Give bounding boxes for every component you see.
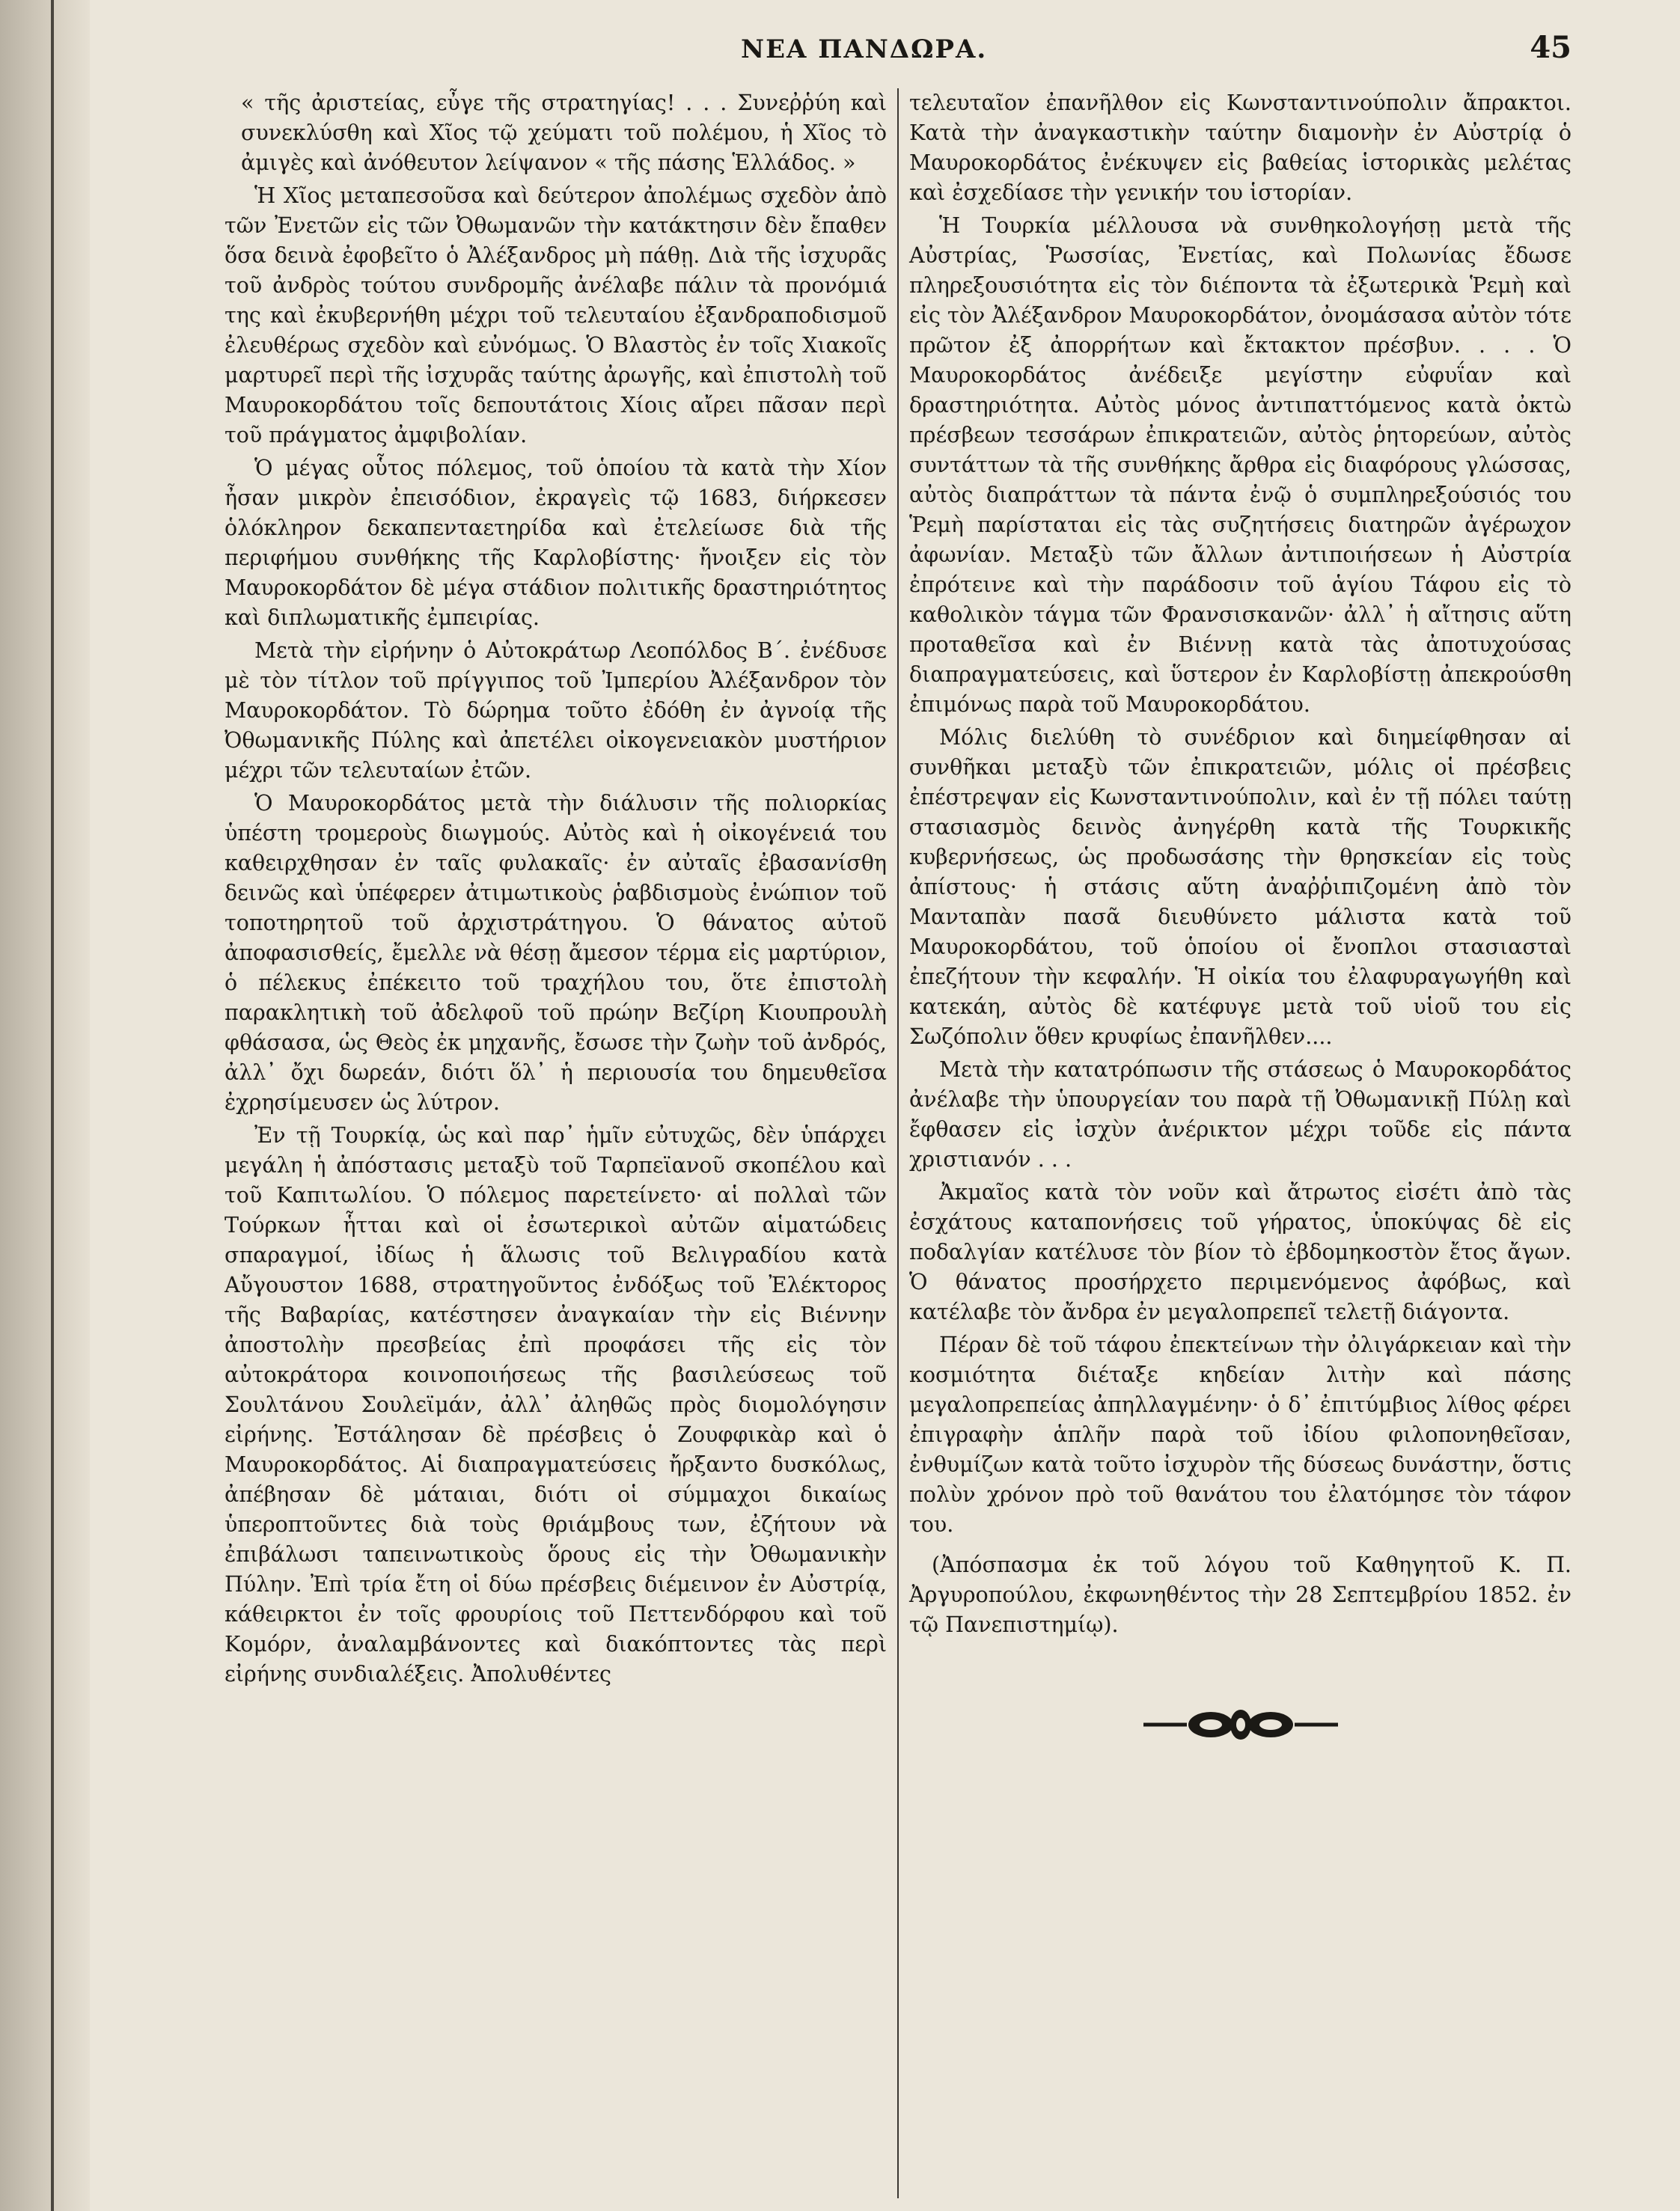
right-column xyxy=(909,88,1571,1742)
fleuron-icon xyxy=(1143,1707,1338,1742)
source-note: (Ἀπόσπασμα ἐκ τοῦ λόγου τοῦ Καθηγητοῦ Κ. Π. Ἀργυροπούλου, ἐκφωνηθέντος τὴν 28 Σεπτεμβρίου 1852. ἐν τῷ Πανεπιστημίῳ). xyxy=(909,1553,1571,1637)
running-head xyxy=(224,30,1571,75)
column-divider xyxy=(897,88,899,2198)
binding-line xyxy=(51,0,54,2211)
paragraph: Μόλις διελύθη τὸ συνέδριον καὶ διημείφθησαν αἱ συνθῆκαι μεταξὺ τῶν ἐπικρατειῶν, μόλις οἱ πρέσβεις ἐπέστρεψαν εἰς Κωνσταντινούπολιν, καὶ ἐν τῇ πόλει ταύτῃ στασιασμὸς δεινὸς ἀνηγέρθη κατὰ τῆς Τουρκικῆς κυβερνήσεως, ὡς προδωσάσης τὴν θρησκείαν εἰς τοὺς ἀπίστους· ἡ στάσις αὕτη ἀναῤῥιπιζομένη ἀπὸ τὸν Μανταπὰν πασᾶ διευθύνετο μάλιστα κατὰ τοῦ Μαυροκορδάτου, τοῦ ὁποίου οἱ ἔνοπλοι στασιασταὶ ἐπεζήτουν τὴν κεφαλήν. Ἡ οἰκία του ἐλαφυραγωγήθη καὶ κατεκάη, αὐτὸς δὲ κατέφυγε μετὰ τοῦ υἱοῦ του εἰς Σωζόπολιν ὅθεν κρυφίως ἐπανῆλθεν.... xyxy=(909,725,1571,1049)
left-column xyxy=(224,88,887,1692)
paragraph: Ἡ Τουρκία μέλλουσα νὰ συνθηκολογήσῃ μετὰ τῆς Αὐστρίας, Ῥωσσίας, Ἐνετίας, καὶ Πολωνίας ἔδωσε πληρεξουσιότητα εἰς τὸν διέποντα τὰ ἐξωτερικὰ Ῥεμὴ καὶ εἰς τὸν Ἀλέξανδρον Μαυροκορδάτον, ὀνομάσασα αὐτὸν τότε πρῶτον ἐξ ἀπορρήτων καὶ ἔκτακτον πρέσβυν. . . . Ὁ Μαυροκορδάτος ἀνέδειξε μεγίστην εὐφυΐαν καὶ δραστηριότητα. Αὐτὸς μόνος ἀντιπαττόμενος κατὰ ὀκτὼ πρέσβεων τεσσάρων ἐπικρατειῶν, αὐτὸς ῥητορεύων, αὐτὸς συντάττων τὰ τῆς συνθήκης ἄρθρα εἰς διαφόρους γλώσσας, αὐτὸς διαπράττων τὰ πάντα ἐνῷ ὁ συμπληρεξούσιός του Ῥεμὴ παρίσταται εἰς τὰς συζητήσεις διατηρῶν ἀγέρωχον ἀφωνίαν. Μεταξὺ τῶν ἄλλων ἀντιποιήσεων ἡ Αὐστρία ἐπρότεινε καὶ τὴν παράδοσιν τοῦ ἁγίου Τάφου εἰς τὸ καθολικὸν τάγμα τῶν Φρανσισκανῶν· ἀλλ᾽ ἡ αἴτησις αὕτη προταθεῖσα καὶ ἐν Βιέννῃ κατὰ τὰς ἀποτυχούσας διαπραγματεύσεις, καὶ ὕστερον ἐν Καρλοβίστῃ ἀπεκρούσθη ἐπιμόνως παρὰ τοῦ Μαυροκορδάτου. xyxy=(909,213,1571,717)
paragraph: Ὁ μέγας οὗτος πόλεμος, τοῦ ὁποίου τὰ κατὰ τὴν Χίον ἦσαν μικρὸν ἐπεισόδιον, ἐκραγεὶς τῷ 1683, διήρκεσεν ὁλόκληρον δεκαπενταετηρίδα καὶ ἐτελείωσε διὰ τῆς περιφήμου συνθήκης τῆς Καρλοβίστης· ἤνοιξεν εἰς τὸν Μαυροκορδάτον δὲ μέγα στάδιον πολιτικῆς δραστηριότητος καὶ διπλωματικῆς ἐμπειρίας. xyxy=(224,456,887,630)
paragraph: Ἡ Χῖος μεταπεσοῦσα καὶ δεύτερον ἀπολέμως σχεδὸν ἀπὸ τῶν Ἐνετῶν εἰς τῶν Ὀθωμανῶν τὴν κατάκτησιν δὲν ἔπαθεν ὅσα δεινὰ ἐφοβεῖτο ὁ Ἀλέξανδρος μὴ πάθῃ. Διὰ τῆς ἰσχυρᾶς τοῦ ἀνδρὸς τούτου συνδρομῆς ἀνέλαβε πάλιν τὰ προνόμιά της καὶ ἐκυβερνήθη μέχρι τοῦ τελευταίου ἐξανδραποδισμοῦ ἐλευθέρως σχεδὸν καὶ εὐνόμως. Ὁ Βλαστὸς ἐν τοῖς Χιακοῖς μαρτυρεῖ περὶ τῆς ἰσχυρᾶς ταύτης ἀρωγῆς, καὶ ἐπιστολὴ τοῦ Μαυροκορδάτου τοῖς δεπουτάτοις Χίοις αἴρει πᾶσαν περὶ τοῦ πράγματος ἀμφιβολίαν. xyxy=(224,183,887,447)
paragraph: Μετὰ τὴν κατατρόπωσιν τῆς στάσεως ὁ Μαυροκορδάτος ἀνέλαβε τὴν ὑπουργείαν του παρὰ τῇ Ὀθωμανικῇ Πύλῃ καὶ ἔφθασεν εἰς ἰσχὺν ἀνέρικτον μέχρι τοῦδε εἰς πάντα χριστιανόν . . . xyxy=(909,1057,1571,1172)
paragraph: « τῆς ἀριστείας, εὖγε τῆς στρατηγίας! . . . Συνεῤῥύη καὶ συνεκλύσθη καὶ Χῖος τῷ χεύματι τοῦ πολέμου, ἡ Χῖος τὸ ἀμιγὲς καὶ ἀνόθευτον λείψανον « τῆς πάσης Ἑλλάδος. » xyxy=(241,91,887,175)
ornament-divider xyxy=(909,1707,1571,1742)
page-number: 45 xyxy=(1530,30,1571,65)
page xyxy=(224,30,1571,2185)
paragraph: Μετὰ τὴν εἰρήνην ὁ Αὐτοκράτωρ Λεοπόλδος Β΄. ἐνέδυσε μὲ τὸν τίτλον τοῦ πρίγγιπος τοῦ Ἰμπερίου Ἀλέξανδρον τὸν Μαυροκορδάτον. Τὸ δώρημα τοῦτο ἐδόθη ἐν ἀγνοίᾳ τῆς Ὀθωμανικῆς Πύλης καὶ ἀπετέλει οἰκογενειακὸν μυστήριον μέχρι τῶν τελευταίων ἐτῶν. xyxy=(224,638,887,783)
paragraph: τελευταῖον ἐπανῆλθον εἰς Κωνσταντινούπολιν ἄπρακτοι. Κατὰ τὴν ἀναγκαστικὴν ταύτην διαμονὴν ἐν Αὐστρίᾳ ὁ Μαυροκορδάτος ἐνέκυψεν εἰς βαθείας ἱστορικὰς μελέτας καὶ ἐσχεδίασε τὴν γενικήν του ἱστορίαν. xyxy=(909,91,1571,205)
book-spine-shadow xyxy=(0,0,90,2211)
paragraph: Ἀκμαῖος κατὰ τὸν νοῦν καὶ ἄτρωτος εἰσέτι ἀπὸ τὰς ἐσχάτους καταπονήσεις τοῦ γήρατος, ὑποκύψας δὲ εἰς ποδαλγίαν κατέλυσε τὸν βίον τὸ ἑβδομηκοστὸν ἔτος ἄγων. Ὁ θάνατος προσήρχετο περιμενόμενος ἀφόβως, καὶ κατέλαβε τὸν ἄνδρα ἐν μεγαλοπρεπεῖ τελετῇ διάγοντα. xyxy=(909,1180,1571,1324)
paragraph: Πέραν δὲ τοῦ τάφου ἐπεκτείνων τὴν ὀλιγάρκειαν καὶ τὴν κοσμιότητα διέταξε κηδείαν λιτὴν καὶ πάσης μεγαλοπρεπείας ἀπηλλαγμένην· ὁ δ᾽ ἐπιτύμβιος λίθος φέρει ἐπιγραφὴν ἁπλῆν παρὰ τοῦ ἰδίου φιλοπονηθεῖσαν, ἐνθυμίζων κατὰ τοῦτο ἰσχυρὸν τῆς δύσεως δυνάστην, ὅστις πολὺν χρόνον πρὸ τοῦ θανάτου του ἐλατόμησε τὸν τάφον του. xyxy=(909,1333,1571,1537)
journal-title: ΝΕΑ ΠΑΝΔΩΡΑ. xyxy=(741,34,988,64)
paragraph: Ὁ Μαυροκορδάτος μετὰ τὴν διάλυσιν τῆς πολιορκίας ὑπέστη τρομεροὺς διωγμούς. Αὐτὸς καὶ ἡ οἰκογένειά του καθειρχθησαν ἐν ταῖς φυλακαῖς· ἐν αὐταῖς ἐβασανίσθη δεινῶς καὶ ὑπέφερεν ἀτιμωτικοὺς ῥαβδισμοὺς ἐνώπιον τοῦ τοποτηρητοῦ τοῦ ἀρχιστράτηγου. Ὁ θάνατος αὐτοῦ ἀποφασισθείς, ἔμελλε νὰ θέσῃ ἄμεσον τέρμα εἰς μαρτύριον, ὁ πέλεκυς ἐπέκειτο τοῦ τραχήλου του, ὅτε ἐπιστολὴ παρακλητικὴ τοῦ ἀδελφοῦ τοῦ πρώην Βεζίρη Κιουπρουλὴ φθάσασα, ὡς Θεὸς ἐκ μηχανῆς, ἔσωσε τὴν ζωὴν τοῦ ἀνδρός, ἀλλ᾽ ὄχι δωρεάν, διότι ὅλ᾽ ἡ περιουσία του δημευθεῖσα ἐχρησίμευσεν ὡς λύτρον. xyxy=(224,791,887,1115)
paragraph: Ἐν τῇ Τουρκίᾳ, ὡς καὶ παρ᾽ ἡμῖν εὐτυχῶς, δὲν ὑπάρχει μεγάλη ἡ ἀπόστασις μεταξὺ τοῦ Ταρπεϊανοῦ σκοπέλου καὶ τοῦ Καπιτωλίου. Ὁ πόλεμος παρετείνετο· αἱ πολλαὶ τῶν Τούρκων ἧτται καὶ οἱ ἐσωτερικοὶ αὐτῶν αἱματώδεις σπαραγμοί, ἰδίως ἡ ἅλωσις τοῦ Βελιγραδίου κατὰ Αὔγουστον 1688, στρατηγοῦντος ἐνδόξως τοῦ Ἐλέκτορος τῆς Βαβαρίας, κατέστησεν ἀναγκαίαν τὴν εἰς Βιέννην ἀποστολὴν πρεσβείας ἐπὶ προφάσει τῆς εἰς τὸν αὐτοκράτορα κοινοποιήσεως τῆς βασιλεύσεως τοῦ Σουλτάνου Σουλεϊμάν, ἀλλ᾽ ἀληθῶς πρὸς διομολόγησιν εἰρήνης. Ἐστάλησαν δὲ πρέσβεις ὁ Ζουφφικὰρ καὶ ὁ Μαυροκορδάτος. Αἱ διαπραγματεύσεις ἤρξαντο δυσκόλως, ἀπέβησαν δὲ μάταιαι, διότι οἱ σύμμαχοι δικαίως ὑπεροπτοῦντες διὰ τοὺς θριάμβους των, ἐζήτουν νὰ ἐπιβάλωσι ταπεινωτικοὺς ὅρους εἰς τὴν Ὀθωμανικὴν Πύλην. Ἐπὶ τρία ἔτη οἱ δύω πρέσβεις διέμεινον ἐν Αὐστρίᾳ, κάθειρκτοι ἐν τοῖς φρουρίοις τοῦ Πεττενδόρφου καὶ τοῦ Κομόρν, ἀναλαμβάνοντες καὶ διακόπτοντες τὰς περὶ εἰρήνης συνδιαλέξεις. Ἀπολυθέντες xyxy=(224,1123,887,1686)
